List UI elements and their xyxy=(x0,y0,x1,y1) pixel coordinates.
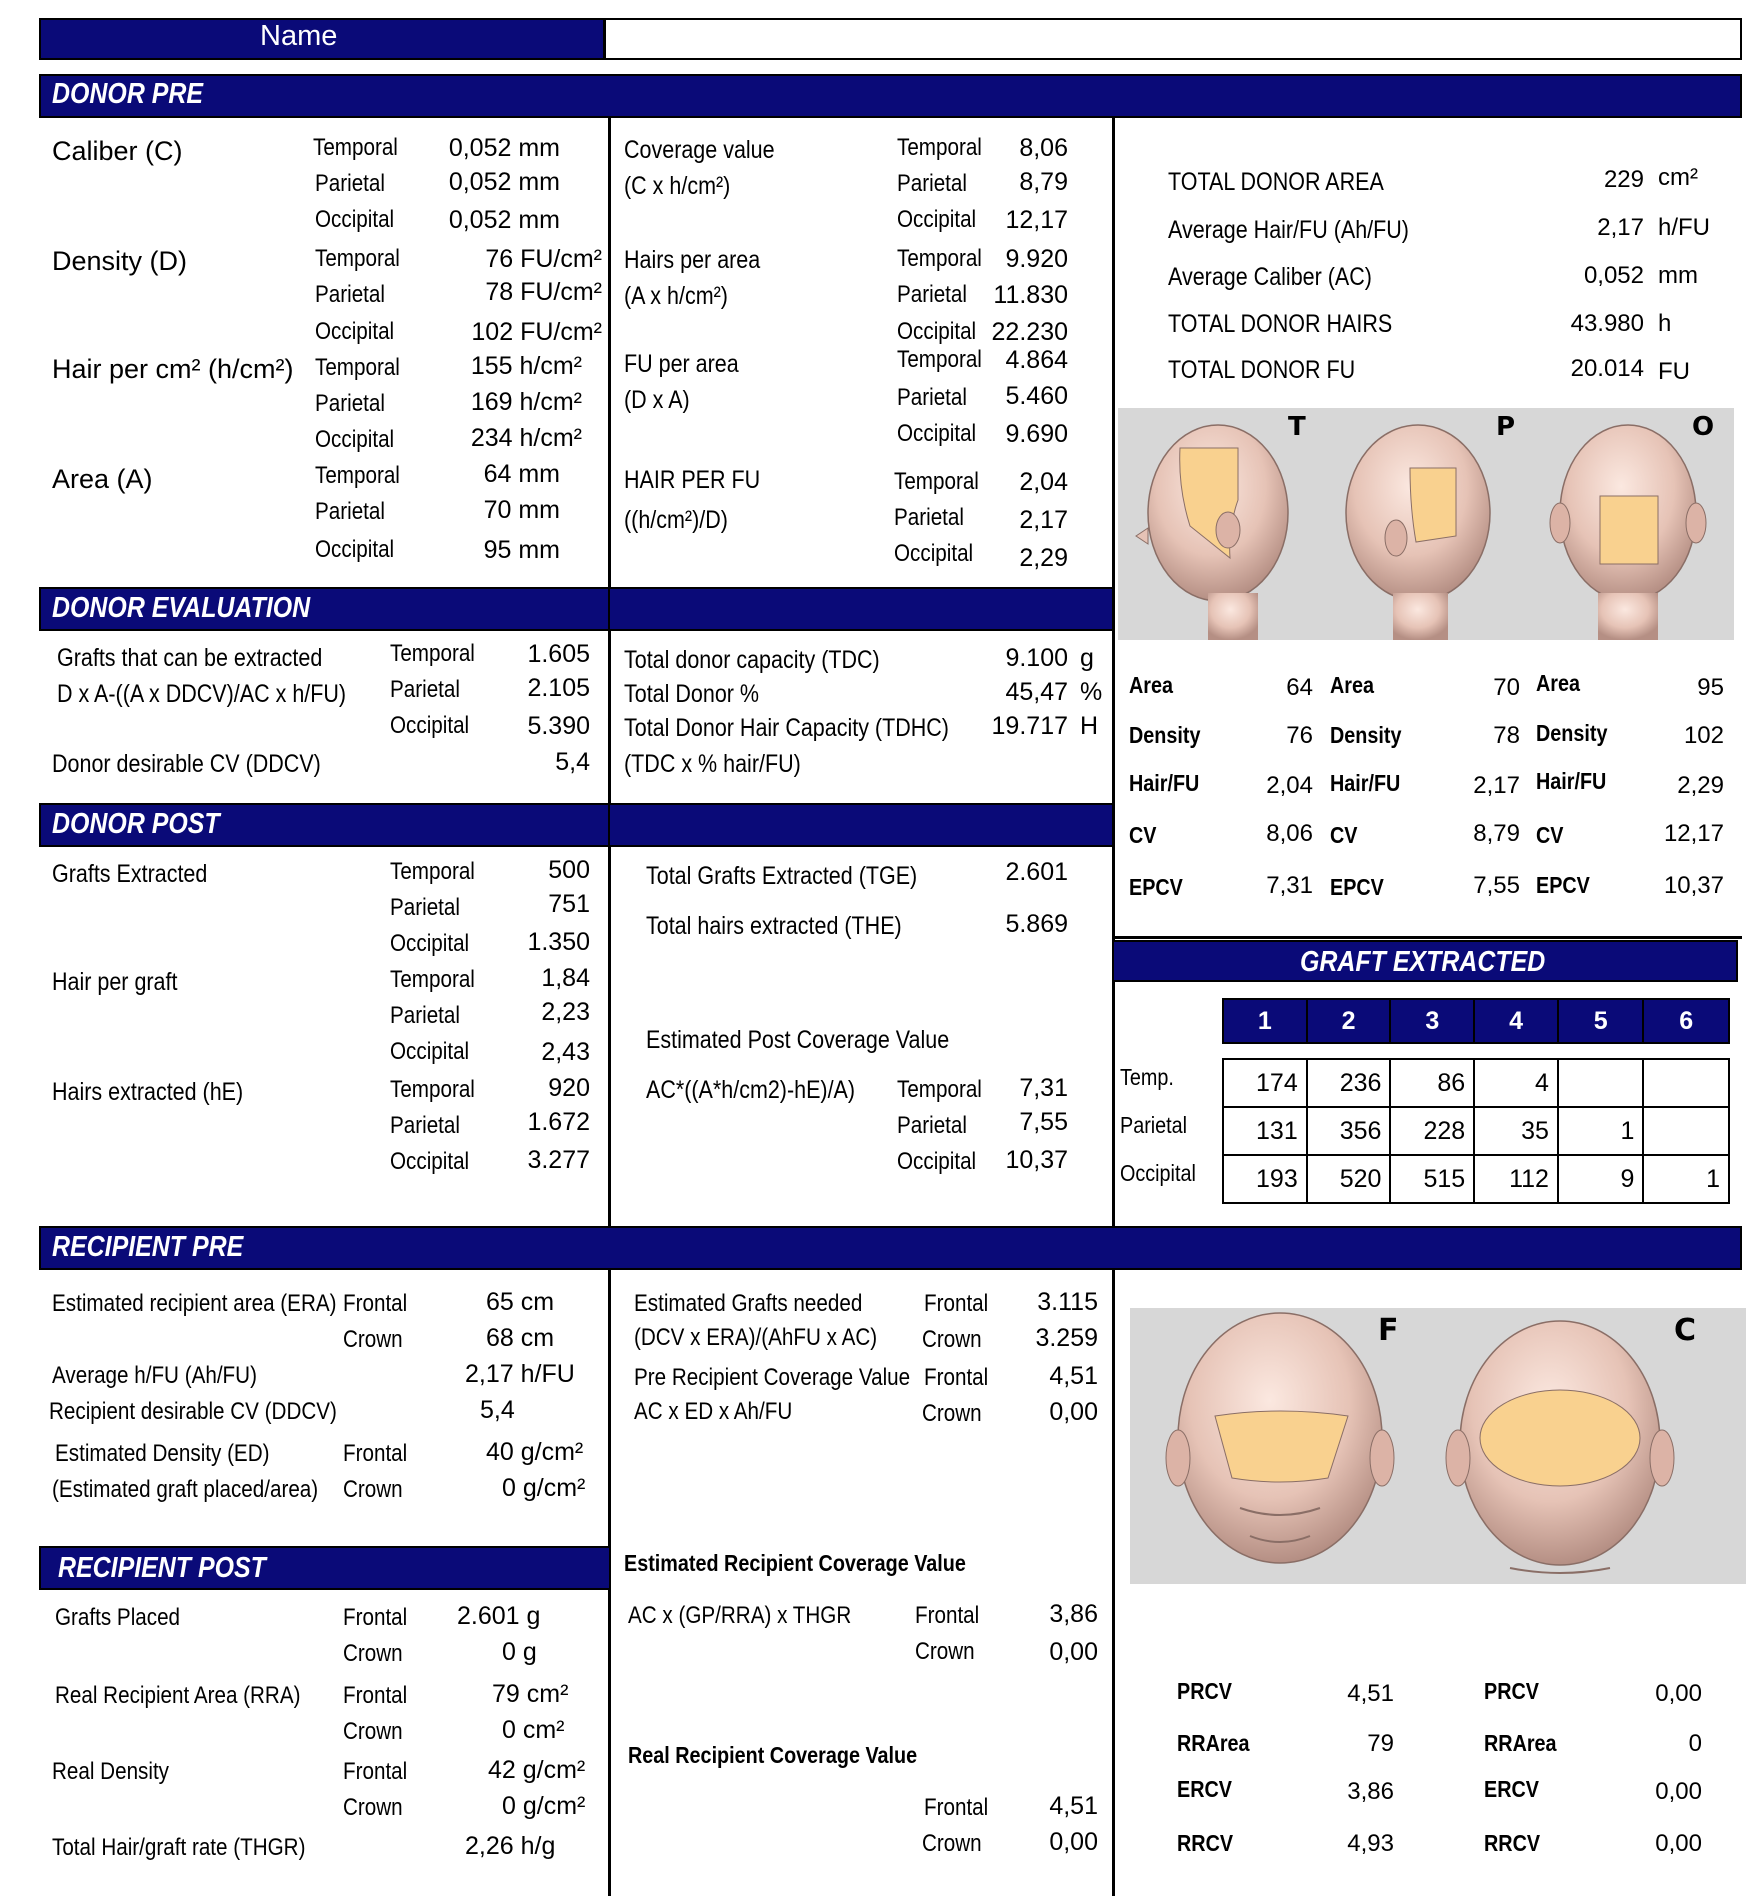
fu-per-area-formula: (D x A) xyxy=(624,386,690,414)
grafts-placed-value: 2.601 g xyxy=(457,1602,541,1630)
fu-per-area-label: FU per area xyxy=(624,350,739,378)
region-label: Parietal xyxy=(897,281,967,308)
head-letter-p: P xyxy=(1496,412,1516,442)
head-crown-icon xyxy=(1446,1321,1674,1573)
summary-crown-value: 0,00 xyxy=(1655,1680,1702,1707)
tdc-label: Total donor capacity (TDC) xyxy=(624,646,880,674)
region-label: Temporal xyxy=(390,1076,475,1103)
region-label: Parietal xyxy=(897,384,967,411)
summary-label: RRArea xyxy=(1177,1730,1250,1756)
hair-per-cm2-label: Hair per cm² (h/cm²) xyxy=(52,354,294,384)
hairs-per-area-value: 22.230 xyxy=(991,318,1068,346)
region-label: Crown xyxy=(922,1400,982,1427)
fu-per-area-value: 5.460 xyxy=(1005,382,1068,410)
zone-label: Area xyxy=(1129,672,1173,698)
the-label: Total hairs extracted (THE) xyxy=(646,912,902,940)
zone-parietal-value: 7,55 xyxy=(1473,872,1520,899)
region-label: Temporal xyxy=(315,462,400,489)
region-label: Temporal xyxy=(390,640,475,667)
region-label: Temporal xyxy=(313,134,398,161)
region-label: Occipital xyxy=(897,420,977,447)
summary-crown-value: 0,00 xyxy=(1655,1830,1702,1857)
density-value: 102 FU/cm² xyxy=(471,318,602,346)
real-density-label: Real Density xyxy=(52,1758,170,1785)
graft-cell: 356 xyxy=(1307,1107,1391,1155)
zone-temporal-value: 76 xyxy=(1286,722,1313,749)
summary-label: PRCV xyxy=(1484,1678,1539,1704)
zone-temporal-value: 7,31 xyxy=(1266,872,1313,899)
tge-value: 2.601 xyxy=(1005,858,1068,886)
head-letter-f: F xyxy=(1378,1313,1399,1348)
epcv-value: 7,55 xyxy=(1019,1108,1068,1136)
avg-caliber-label: Average Caliber (AC) xyxy=(1168,263,1372,291)
grafts-placed-label: Grafts Placed xyxy=(55,1604,181,1631)
region-label: Frontal xyxy=(343,1682,408,1709)
graft-col-header: 2 xyxy=(1307,999,1391,1043)
tdhc-unit: H xyxy=(1080,712,1099,740)
zone-parietal-value: 8,79 xyxy=(1473,820,1520,847)
area-value: 64 mm xyxy=(483,460,560,488)
zone-parietal-value: 2,17 xyxy=(1473,772,1520,799)
recipient-zones-illustration xyxy=(1130,1308,1746,1584)
thgr-label: Total Hair/graft rate (THGR) xyxy=(52,1834,306,1861)
zone-temporal-value: 2,04 xyxy=(1266,772,1313,799)
egn-formula: (DCV x ERA)/(AhFU x AC) xyxy=(634,1324,878,1351)
zone-label: Hair/FU xyxy=(1129,770,1200,796)
section-recipient-post-title: RECIPIENT POST xyxy=(58,1552,266,1584)
region-label: Frontal xyxy=(924,1364,989,1391)
summary-label: PRCV xyxy=(1177,1678,1232,1704)
grafts-extracted-label: Grafts Extracted xyxy=(52,860,208,888)
zone-label: EPCV xyxy=(1536,872,1590,898)
region-label: Temporal xyxy=(390,966,475,993)
graft-cell: 1 xyxy=(1558,1107,1644,1155)
epcv-label: Estimated Post Coverage Value xyxy=(646,1026,950,1054)
graft-cell: 112 xyxy=(1474,1155,1558,1203)
total-donor-fu-label: TOTAL DONOR FU xyxy=(1168,356,1356,384)
section-donor-evaluation-ext xyxy=(608,587,1114,631)
egn-label: Estimated Grafts needed xyxy=(634,1290,863,1317)
graft-cell xyxy=(1558,1059,1644,1107)
graft-cell: 86 xyxy=(1390,1059,1474,1107)
era-label: Estimated recipient area (ERA) xyxy=(52,1290,337,1317)
hair-value: 234 h/cm² xyxy=(470,424,582,452)
hairs-per-area-label: Hairs per area xyxy=(624,246,761,274)
zone-occipital-value: 95 xyxy=(1697,674,1724,701)
graft-cell: 193 xyxy=(1223,1155,1307,1203)
caliber-value: 0,052 mm xyxy=(448,206,560,234)
zone-label: EPCV xyxy=(1330,874,1384,900)
rrcv-value: 4,51 xyxy=(1049,1792,1098,1820)
region-label: Temporal xyxy=(897,1076,982,1103)
graft-cell xyxy=(1643,1107,1729,1155)
ercv-value: 0,00 xyxy=(1049,1638,1098,1666)
hair-per-fu-value: 2,17 xyxy=(1019,506,1068,534)
hairs-extracted-value: 920 xyxy=(548,1074,590,1102)
region-label: Temporal xyxy=(315,354,400,381)
hairs-per-area-value: 9.920 xyxy=(1005,245,1068,273)
graft-cell xyxy=(1643,1059,1729,1107)
thgr-value: 2,26 h/g xyxy=(465,1832,556,1860)
hairs-per-area-formula: (A x h/cm²) xyxy=(624,282,728,310)
summary-frontal-value: 3,86 xyxy=(1347,1778,1394,1805)
zone-label: Density xyxy=(1330,722,1402,748)
hair-per-fu-label: HAIR PER FU xyxy=(624,466,761,494)
avg-caliber-unit: mm xyxy=(1658,262,1698,289)
the-value: 5.869 xyxy=(1005,910,1068,938)
era-value: 68 cm xyxy=(486,1324,555,1352)
hair-per-graft-value: 2,43 xyxy=(541,1038,590,1066)
area-label: Area (A) xyxy=(52,464,153,494)
zone-label: EPCV xyxy=(1129,874,1183,900)
rdcv-value: 5,4 xyxy=(480,1396,515,1424)
ercv-title: Estimated Recipient Coverage Value xyxy=(624,1550,966,1576)
epcv-value: 7,31 xyxy=(1019,1074,1068,1102)
hairs-extracted-value: 3.277 xyxy=(527,1146,590,1174)
graft-cell: 9 xyxy=(1558,1155,1644,1203)
zone-label: Area xyxy=(1330,672,1374,698)
prcv-label: Pre Recipient Coverage Value xyxy=(634,1364,911,1391)
graft-cell: 236 xyxy=(1307,1059,1391,1107)
coverage-value: 12,17 xyxy=(1005,206,1068,234)
area-value: 70 mm xyxy=(483,496,560,524)
graft-col-header: 1 xyxy=(1223,999,1307,1043)
coverage-value: 8,06 xyxy=(1019,134,1068,162)
region-label: Temporal xyxy=(897,134,982,161)
prcv-value: 0,00 xyxy=(1049,1398,1098,1426)
region-label: Temporal xyxy=(390,858,475,885)
hair-per-fu-formula: ((h/cm²)/D) xyxy=(624,506,728,534)
zone-label: Density xyxy=(1129,722,1201,748)
total-donor-pct-label: Total Donor % xyxy=(624,680,760,708)
section-graft-extracted-title: GRAFT EXTRACTED xyxy=(1300,946,1546,978)
avg-hair-fu-value: 2,17 xyxy=(1597,214,1644,241)
density-value: 78 FU/cm² xyxy=(485,278,602,306)
summary-label: RRArea xyxy=(1484,1730,1557,1756)
zone-occipital-value: 12,17 xyxy=(1663,820,1724,847)
graft-cell: 131 xyxy=(1223,1107,1307,1155)
region-label: Crown xyxy=(343,1476,403,1503)
epcv-value: 10,37 xyxy=(1005,1146,1068,1174)
zone-occipital-value: 2,29 xyxy=(1677,772,1724,799)
region-label: Frontal xyxy=(343,1604,408,1631)
recipient-heads-svg xyxy=(1130,1308,1746,1584)
rdcv-label: Recipient desirable CV (DDCV) xyxy=(49,1398,337,1425)
ed-formula: (Estimated graft placed/area) xyxy=(52,1476,319,1503)
graft-cell: 174 xyxy=(1223,1059,1307,1107)
summary-label: ERCV xyxy=(1484,1776,1539,1802)
region-label: Occipital xyxy=(897,206,977,233)
avg-hair-fu-unit: h/FU xyxy=(1658,214,1711,241)
hair-per-fu-value: 2,29 xyxy=(1019,544,1068,572)
grafts-placed-value: 0 g xyxy=(502,1638,537,1666)
avg-hair-fu-label: Average Hair/FU (Ah/FU) xyxy=(1168,216,1409,244)
zone-temporal-value: 64 xyxy=(1286,674,1313,701)
hair-per-graft-value: 2,23 xyxy=(541,998,590,1026)
head-letter-c: C xyxy=(1674,1313,1697,1348)
zone-label: Density xyxy=(1536,720,1608,746)
hairs-extracted-value: 1.672 xyxy=(527,1108,590,1136)
graft-col-header: 4 xyxy=(1474,999,1558,1043)
tge-label: Total Grafts Extracted (TGE) xyxy=(646,862,918,890)
total-donor-hairs-label: TOTAL DONOR HAIRS xyxy=(1168,310,1393,338)
zone-occipital-value: 102 xyxy=(1683,722,1724,749)
ahfu-label: Average h/FU (Ah/FU) xyxy=(52,1362,257,1389)
hairs-extracted-label: Hairs extracted (hE) xyxy=(52,1078,244,1106)
region-label: Occipital xyxy=(315,426,395,453)
region-label: Occipital xyxy=(315,318,395,345)
region-label: Parietal xyxy=(315,390,385,417)
head-frontal-icon xyxy=(1166,1313,1394,1563)
tdc-value: 9.100 xyxy=(1005,644,1068,672)
tdhc-formula: (TDC x % hair/FU) xyxy=(624,750,801,778)
region-label: Parietal xyxy=(897,1112,967,1139)
total-donor-fu-unit: FU xyxy=(1658,358,1690,385)
donor-heads-svg xyxy=(1118,408,1734,640)
region-label: Occipital xyxy=(390,1038,470,1065)
section-recipient-pre xyxy=(39,1226,1742,1270)
tdhc-label: Total Donor Hair Capacity (TDHC) xyxy=(624,714,949,742)
egn-value: 3.115 xyxy=(1037,1288,1098,1316)
region-label: Parietal xyxy=(315,281,385,308)
ahfu-value: 2,17 h/FU xyxy=(465,1360,575,1388)
graft-cell: 520 xyxy=(1307,1155,1391,1203)
zone-temporal-value: 8,06 xyxy=(1266,820,1313,847)
hair-value: 155 h/cm² xyxy=(470,352,582,380)
prcv-formula: AC x ED x Ah/FU xyxy=(634,1398,793,1425)
coverage-label: Coverage value xyxy=(624,136,775,164)
summary-crown-value: 0 xyxy=(1688,1730,1702,1757)
grafts-extractable-value: 5.390 xyxy=(527,712,590,740)
grafts-extractable-label: Grafts that can be extracted xyxy=(57,644,323,672)
graft-col-header: 5 xyxy=(1558,999,1644,1043)
rrcv-value: 0,00 xyxy=(1049,1828,1098,1856)
real-density-value: 42 g/cm² xyxy=(488,1756,586,1784)
grafts-extracted-value: 751 xyxy=(548,890,590,918)
region-label: Temporal xyxy=(315,245,400,272)
summary-label: RRCV xyxy=(1484,1830,1541,1856)
region-label: Frontal xyxy=(343,1440,408,1467)
epcv-formula: AC*((A*h/cm2)-hE)/A) xyxy=(646,1076,856,1104)
ed-label: Estimated Density (ED) xyxy=(55,1440,270,1467)
table-row xyxy=(1223,1155,1729,1203)
head-parietal-icon xyxy=(1346,425,1490,640)
zone-parietal-value: 70 xyxy=(1493,674,1520,701)
section-recipient-pre-title: RECIPIENT PRE xyxy=(52,1231,244,1263)
density-label: Density (D) xyxy=(52,246,188,276)
graft-cell: 515 xyxy=(1390,1155,1474,1203)
zone-label: Hair/FU xyxy=(1536,768,1607,794)
zone-label: CV xyxy=(1330,822,1358,848)
graft-row-label: Parietal xyxy=(1120,1112,1188,1138)
region-label: Frontal xyxy=(343,1758,408,1785)
region-label: Crown xyxy=(343,1794,403,1821)
zone-parietal-value: 78 xyxy=(1493,722,1520,749)
ed-value: 40 g/cm² xyxy=(486,1438,584,1466)
graft-col-header: 6 xyxy=(1643,999,1729,1043)
summary-label: ERCV xyxy=(1177,1776,1232,1802)
head-occipital-icon xyxy=(1550,425,1706,640)
total-donor-pct-value: 45,47 xyxy=(1005,678,1068,706)
total-donor-area-unit: cm² xyxy=(1658,164,1698,191)
hair-value: 169 h/cm² xyxy=(470,388,582,416)
table-row xyxy=(1223,1059,1729,1107)
avg-caliber-value: 0,052 xyxy=(1583,262,1644,289)
divider-col2 xyxy=(1112,118,1115,1896)
hair-per-graft-label: Hair per graft xyxy=(52,968,178,996)
divider-col1 xyxy=(608,118,611,1896)
region-label: Occipital xyxy=(894,540,974,567)
graft-table-header xyxy=(1223,999,1729,1043)
total-donor-hairs-unit: h xyxy=(1658,310,1672,337)
real-density-value: 0 g/cm² xyxy=(502,1792,586,1820)
rra-value: 79 cm² xyxy=(492,1680,569,1708)
zone-label: Area xyxy=(1536,670,1580,696)
region-label: Crown xyxy=(343,1718,403,1745)
summary-frontal-value: 4,93 xyxy=(1347,1830,1394,1857)
zone-label: Hair/FU xyxy=(1330,770,1401,796)
summary-label: RRCV xyxy=(1177,1830,1234,1856)
hairs-per-area-value: 11.830 xyxy=(993,281,1068,309)
region-label: Temporal xyxy=(897,346,982,373)
region-label: Parietal xyxy=(390,676,460,703)
tdc-unit: g xyxy=(1080,644,1094,672)
grafts-extracted-value: 1.350 xyxy=(527,928,590,956)
ddcv-value: 5,4 xyxy=(555,748,590,776)
region-label: Parietal xyxy=(894,504,964,531)
zone-label: CV xyxy=(1129,822,1157,848)
region-label: Frontal xyxy=(343,1290,408,1317)
egn-value: 3.259 xyxy=(1035,1324,1098,1352)
coverage-value: 8,79 xyxy=(1019,168,1068,196)
summary-frontal-value: 79 xyxy=(1367,1730,1394,1757)
graft-col-header: 3 xyxy=(1390,999,1474,1043)
tdhc-value: 19.717 xyxy=(991,712,1068,740)
total-donor-area-label: TOTAL DONOR AREA xyxy=(1168,168,1384,196)
region-label: Crown xyxy=(343,1326,403,1353)
rra-label: Real Recipient Area (RRA) xyxy=(55,1682,301,1709)
region-label: Parietal xyxy=(390,894,460,921)
section-donor-pre xyxy=(39,74,1742,118)
region-label: Parietal xyxy=(390,1112,460,1139)
region-label: Frontal xyxy=(924,1794,989,1821)
rrcv-title: Real Recipient Coverage Value xyxy=(628,1742,918,1768)
region-label: Occipital xyxy=(315,536,395,563)
region-label: Parietal xyxy=(315,498,385,525)
region-label: Occipital xyxy=(897,318,977,345)
hair-per-graft-value: 1,84 xyxy=(541,964,590,992)
fu-per-area-value: 9.690 xyxy=(1005,420,1068,448)
section-donor-post-ext xyxy=(608,803,1114,847)
total-donor-area-value: 229 xyxy=(1603,166,1644,193)
prcv-value: 4,51 xyxy=(1049,1362,1098,1390)
head-temporal-icon xyxy=(1136,425,1288,640)
era-value: 65 cm xyxy=(486,1288,555,1316)
graft-cell: 1 xyxy=(1643,1155,1729,1203)
region-label: Crown xyxy=(343,1640,403,1667)
grafts-extractable-formula: D x A-((A x DDCV)/AC x h/FU) xyxy=(57,680,347,708)
density-value: 76 FU/cm² xyxy=(485,245,602,273)
region-label: Crown xyxy=(922,1830,982,1857)
section-donor-evaluation-title: DONOR EVALUATION xyxy=(52,592,311,624)
zone-occipital-value: 10,37 xyxy=(1663,872,1724,899)
region-label: Parietal xyxy=(897,170,967,197)
ercv-value: 3,86 xyxy=(1049,1600,1098,1628)
zone-label: CV xyxy=(1536,822,1564,848)
ed-value: 0 g/cm² xyxy=(502,1474,586,1502)
region-label: Occipital xyxy=(390,1148,470,1175)
head-letter-o: O xyxy=(1692,412,1715,442)
caliber-value: 0,052 mm xyxy=(448,134,560,162)
area-value: 95 mm xyxy=(483,536,560,564)
caliber-value: 0,052 mm xyxy=(448,168,560,196)
region-label: Occipital xyxy=(897,1148,977,1175)
grafts-extractable-value: 1.605 xyxy=(527,640,590,668)
zone-table-divider xyxy=(1112,936,1742,939)
total-donor-hairs-value: 43.980 xyxy=(1570,310,1644,337)
region-label: Crown xyxy=(915,1638,975,1665)
fu-per-area-value: 4.864 xyxy=(1005,346,1068,374)
name-label: Name xyxy=(260,20,338,52)
rra-value: 0 cm² xyxy=(502,1716,565,1744)
table-row xyxy=(1223,1107,1729,1155)
total-donor-fu-value: 20.014 xyxy=(1570,355,1644,382)
head-letter-t: T xyxy=(1288,412,1306,442)
region-label: Frontal xyxy=(915,1602,980,1629)
total-donor-pct-unit: % xyxy=(1080,678,1103,706)
section-donor-pre-title: DONOR PRE xyxy=(52,78,204,110)
ercv-formula: AC x (GP/RRA) x THGR xyxy=(628,1602,852,1629)
summary-frontal-value: 4,51 xyxy=(1347,1680,1394,1707)
region-label: Temporal xyxy=(897,245,982,272)
caliber-label: Caliber (C) xyxy=(52,136,183,166)
donor-zones-illustration xyxy=(1118,408,1734,640)
region-label: Occipital xyxy=(390,712,470,739)
graft-table xyxy=(1222,998,1730,1204)
region-label: Parietal xyxy=(315,170,385,197)
summary-crown-value: 0,00 xyxy=(1655,1778,1702,1805)
ddcv-label: Donor desirable CV (DDCV) xyxy=(52,750,321,778)
graft-cell: 35 xyxy=(1474,1107,1558,1155)
region-label: Occipital xyxy=(315,206,395,233)
section-donor-post-title: DONOR POST xyxy=(52,808,220,840)
region-label: Temporal xyxy=(894,468,979,495)
hair-per-fu-value: 2,04 xyxy=(1019,468,1068,496)
region-label: Frontal xyxy=(924,1290,989,1317)
coverage-formula: (C x h/cm²) xyxy=(624,172,731,200)
name-input[interactable] xyxy=(604,18,1742,60)
grafts-extractable-value: 2.105 xyxy=(527,674,590,702)
graft-row-label: Temp. xyxy=(1120,1064,1174,1090)
region-label: Parietal xyxy=(390,1002,460,1029)
graft-row-label: Occipital xyxy=(1120,1160,1196,1186)
region-label: Occipital xyxy=(390,930,470,957)
region-label: Crown xyxy=(922,1326,982,1353)
graft-cell: 4 xyxy=(1474,1059,1558,1107)
graft-cell: 228 xyxy=(1390,1107,1474,1155)
grafts-extracted-value: 500 xyxy=(548,856,590,884)
